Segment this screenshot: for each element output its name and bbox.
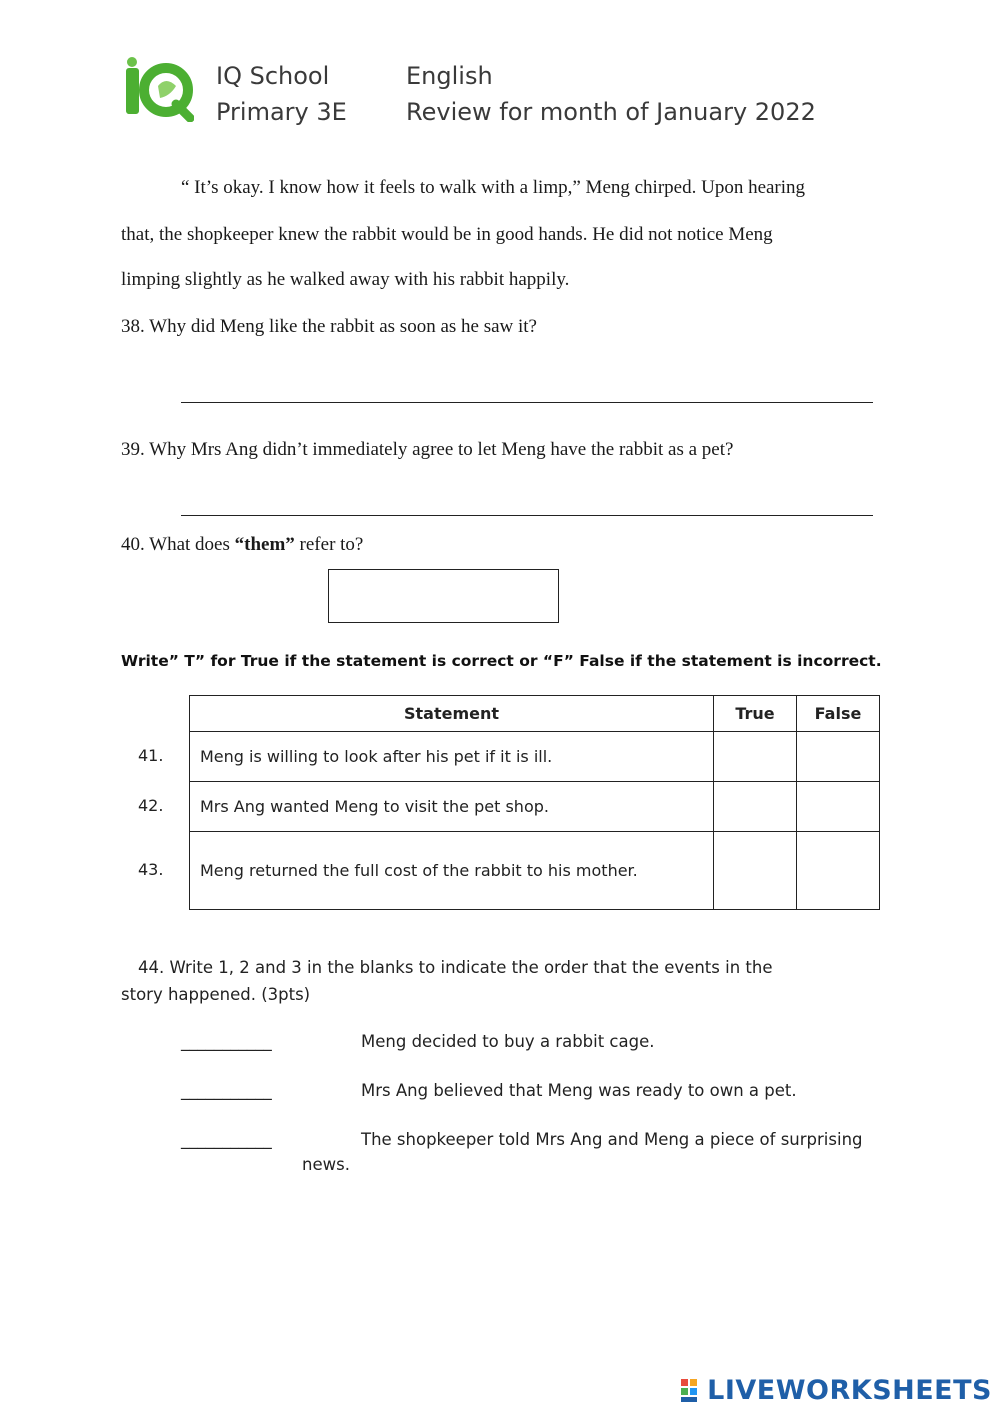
school-logo (120, 56, 194, 122)
true-false-table (189, 695, 880, 910)
passage-line-3: limping slightly as he walked away with his rabbit happily. (121, 269, 570, 290)
false-cell-43[interactable] (797, 832, 880, 910)
review-title: Review for month of January 2022 (406, 98, 816, 126)
table-row (190, 732, 880, 782)
statement-41: Meng is willing to look after his pet if it is ill. (190, 732, 714, 782)
answer-box-40[interactable] (328, 569, 559, 623)
order-blank-1[interactable]: ___________ (181, 1032, 272, 1051)
statement-43: Meng returned the full cost of the rabbit to his mother. (190, 832, 714, 910)
header-false: False (797, 696, 880, 732)
liveworksheets-logo[interactable] (681, 1373, 992, 1407)
header-statement: Statement (190, 696, 714, 732)
false-cell-41[interactable] (797, 732, 880, 782)
true-cell-43[interactable] (714, 832, 797, 910)
table-row (190, 832, 880, 910)
passage-line-2: that, the shopkeeper knew the rabbit would be in good hands. He did not notice Meng (121, 224, 773, 245)
school-name: IQ School (216, 62, 330, 90)
class-name: Primary 3E (216, 98, 347, 126)
false-cell-42[interactable] (797, 782, 880, 832)
question-44-line-1: 44. Write 1, 2 and 3 in the blanks to indicate the order that the events in the (138, 958, 773, 977)
answer-line-39[interactable] (181, 515, 873, 516)
passage-line-1: “ It’s okay. I know how it feels to walk with a limp,” Meng chirped. Upon hearing (181, 177, 806, 198)
question-44-line-2: story happened. (3pts) (121, 985, 311, 1004)
row-number-43: 43. (138, 860, 164, 879)
question-40-keyword: “them” (234, 534, 295, 555)
question-40 (121, 534, 363, 556)
answer-line-38[interactable] (181, 402, 873, 403)
event-2: Mrs Ang believed that Meng was ready to own a pet. (361, 1081, 797, 1100)
table-row (190, 782, 880, 832)
liveworksheets-brand: LIVEWORKSHEETS (707, 1374, 992, 1406)
order-blank-3[interactable]: ___________ (181, 1130, 272, 1149)
table-header-row (190, 696, 880, 732)
event-1: Meng decided to buy a rabbit cage. (361, 1032, 655, 1051)
order-blank-2[interactable]: ___________ (181, 1081, 272, 1100)
event-3-continued: news. (302, 1155, 350, 1174)
subject: English (406, 62, 493, 90)
question-40-prefix: 40. What does (121, 534, 235, 555)
event-3: The shopkeeper told Mrs Ang and Meng a piece of surprising (361, 1130, 863, 1149)
liveworksheets-icon (681, 1377, 707, 1403)
true-false-instruction: Write” T” for True if the statement is correct or “F” False if the statement is incorrect. (121, 652, 882, 670)
question-39: 39. Why Mrs Ang didn’t immediately agree to let Meng have the rabbit as a pet? (121, 439, 734, 460)
question-38: 38. Why did Meng like the rabbit as soon as he saw it? (121, 316, 537, 337)
true-cell-42[interactable] (714, 782, 797, 832)
question-40-suffix: refer to? (294, 534, 364, 555)
row-number-41: 41. (138, 746, 164, 765)
row-number-42: 42. (138, 796, 164, 815)
statement-42: Mrs Ang wanted Meng to visit the pet shop. (190, 782, 714, 832)
true-cell-41[interactable] (714, 732, 797, 782)
header-true: True (714, 696, 797, 732)
